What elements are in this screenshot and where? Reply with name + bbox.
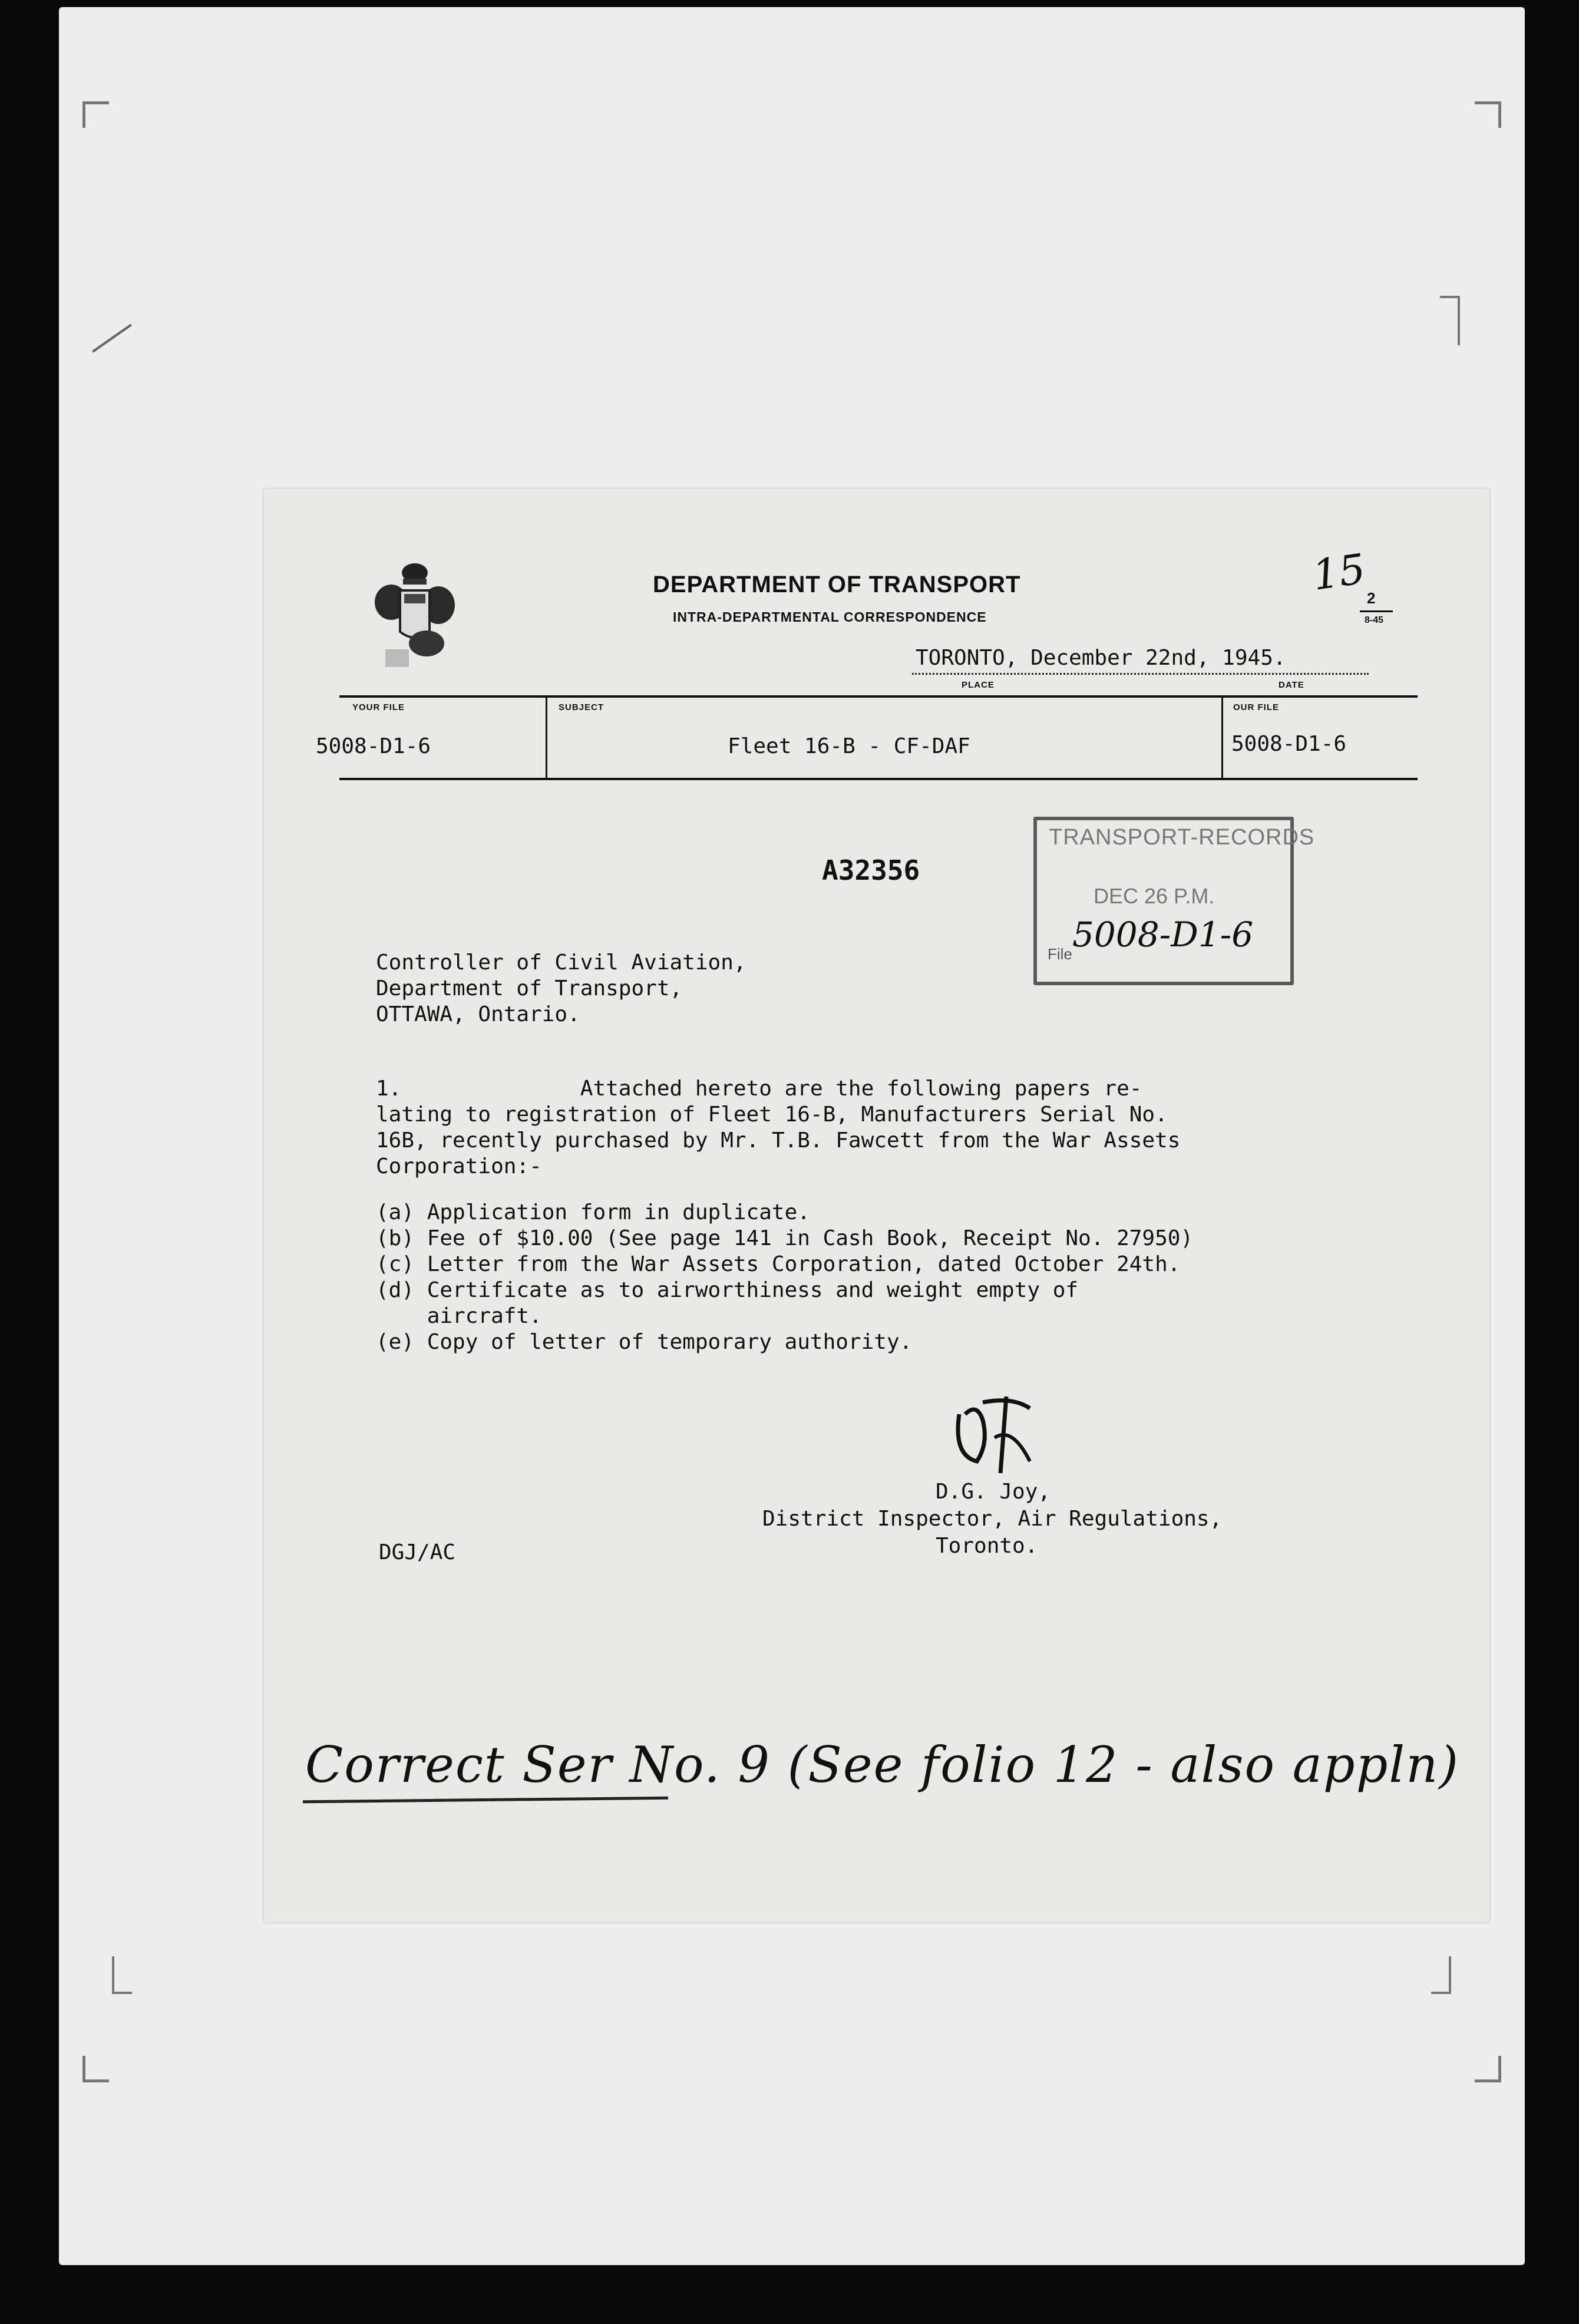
folio-number: 15 bbox=[1309, 544, 1369, 600]
crop-mark-bottom-right bbox=[1475, 2056, 1501, 2082]
file-band-bottom-rule bbox=[339, 778, 1418, 780]
file-band-divider-right bbox=[1221, 695, 1223, 780]
enclosure-list bbox=[376, 1200, 1193, 1355]
address-line: OTTAWA, Ontario. bbox=[376, 1002, 580, 1026]
paragraph-line: Corporation:- bbox=[376, 1154, 542, 1178]
reference-number: A32356 bbox=[822, 854, 920, 886]
subject-label: SUBJECT bbox=[559, 702, 604, 712]
form-number: 2 bbox=[1367, 589, 1376, 607]
department-title: DEPARTMENT OF TRANSPORT bbox=[653, 572, 1021, 597]
pen-tick-mark bbox=[92, 323, 132, 352]
signatory-city: Toronto. bbox=[936, 1534, 1038, 1558]
crop-mark-top-right bbox=[1475, 101, 1501, 128]
coat-of-arms-icon bbox=[368, 555, 462, 673]
place-and-date: TORONTO, December 22nd, 1945. bbox=[916, 646, 1286, 670]
handwritten-annotation: Correct Ser No. 9 (See folio 12 - also appln) bbox=[305, 1736, 1460, 1794]
stamp-date: DEC 26 P.M. bbox=[1094, 884, 1215, 908]
file-band-divider-left bbox=[546, 695, 547, 780]
memo-sheet bbox=[264, 489, 1489, 1922]
recipient-address bbox=[376, 950, 746, 1028]
subject-text: Fleet 16-B - CF-DAF bbox=[728, 734, 970, 758]
date-label: DATE bbox=[1279, 680, 1304, 690]
form-number-divider bbox=[1360, 610, 1393, 612]
stamp-file-number: 5008-D1-6 bbox=[1072, 915, 1254, 955]
paragraph-line: lating to registration of Fleet 16-B, Manufacturers Serial No. bbox=[376, 1102, 1168, 1127]
received-stamp bbox=[1033, 817, 1315, 985]
address-line: Controller of Civil Aviation, bbox=[376, 950, 746, 975]
your-file-number: 5008-D1-6 bbox=[316, 734, 431, 758]
correspondence-subtitle: INTRA-DEPARTMENTAL CORRESPONDENCE bbox=[673, 609, 987, 625]
crop-mark-inner-top-right bbox=[1440, 296, 1460, 345]
our-file-number: 5008-D1-6 bbox=[1231, 732, 1347, 756]
typist-initials: DGJ/AC bbox=[379, 1540, 456, 1564]
enclosure-item: (c) Letter from the War Assets Corporation, dated October 24th. bbox=[376, 1252, 1181, 1276]
enclosure-item: (b) Fee of $10.00 (See page 141 in Cash Book, Receipt No. 27950) bbox=[376, 1226, 1194, 1250]
form-date: 8-45 bbox=[1365, 615, 1384, 625]
place-label: PLACE bbox=[962, 680, 995, 690]
paragraph-line: 16B, recently purchased by Mr. T.B. Fawcett from the War Assets bbox=[376, 1128, 1181, 1153]
enclosure-item: (d) Certificate as to airworthiness and weight empty of bbox=[376, 1278, 1079, 1302]
address-line: Department of Transport, bbox=[376, 976, 683, 1001]
annotation-underline bbox=[303, 1797, 668, 1803]
enclosure-item: aircraft. bbox=[376, 1304, 542, 1328]
file-band-top-rule bbox=[339, 695, 1418, 698]
crop-mark-inner-bottom-right bbox=[1431, 1956, 1451, 1994]
paragraph-line: 1. Attached hereto are the following papers re- bbox=[376, 1077, 1142, 1101]
stamp-title: TRANSPORT-RECORDS bbox=[1049, 825, 1315, 850]
crop-mark-bottom-left bbox=[82, 2056, 109, 2082]
crop-mark-inner-bottom-left bbox=[112, 1956, 132, 1994]
handwritten-signature-mark bbox=[947, 1391, 1042, 1479]
crop-mark-top-left bbox=[82, 101, 109, 128]
signatory-name: D.G. Joy, bbox=[936, 1480, 1051, 1504]
body-paragraph bbox=[376, 1076, 1180, 1180]
your-file-label: YOUR FILE bbox=[352, 702, 405, 712]
enclosure-item: (e) Copy of letter of temporary authority. bbox=[376, 1330, 913, 1354]
signatory-title: District Inspector, Air Regulations, bbox=[762, 1507, 1223, 1531]
our-file-label: OUR FILE bbox=[1233, 702, 1279, 712]
enclosure-item: (a) Application form in duplicate. bbox=[376, 1200, 810, 1224]
stamp-file-label: File bbox=[1048, 945, 1072, 963]
place-date-rule bbox=[912, 673, 1369, 675]
